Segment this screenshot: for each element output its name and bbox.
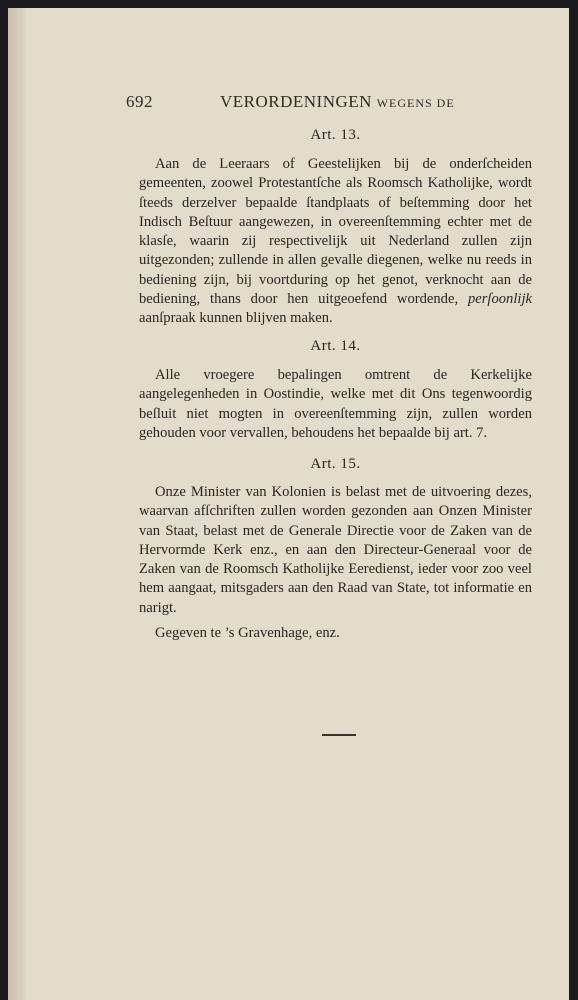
article-13-title: Art. 13. [310,127,361,143]
article-14-title: Art. 14. [310,338,361,354]
running-head-small: WEGENS DE [376,96,455,110]
page-gutter [8,8,26,1000]
article-15-title: Art. 15. [310,456,361,472]
article-13-text-after: aanſpraak kunnen blijven maken. [139,310,333,327]
running-head [220,92,455,112]
closing-line: Gegeven te ’s Gravenhage, enz. [155,625,340,641]
closing-rule [322,734,356,736]
article-14-text: Alle vroegere bepalingen omtrent de Kerkelijke aangelegenheden in Oostindie, welke met dit Ons tegenwoordig beſluit niet mogten in overeenſtemming zijn, zullen worden gehouden voor vervallen, behoudens het bepaalde bij art. 7. [139,367,532,441]
article-15-text: Onze Minister van Kolonien is belast met de uitvoering dezes, waarvan afſchriften zullen worden gezonden aan Onzen Minister van Staat, belast met de Generale Directie voor de Zaken van de Hervormde Kerk enz., en aan den Directeur-Generaal voor de Zaken van de Roomsch Katholijke Eeredienst, ieder voor zoo veel hem aangaat, mitsgaders aan den Raad van State, tot informatie en narigt. [139,484,532,616]
running-head-main: VERORDENINGEN [220,92,372,111]
article-13-italic: perſoonlijk [467,291,532,308]
article-13-text-before: Aan de Leeraars of Geestelijken bij de onderſcheiden gemeenten, zoowel Protestantſche als Roomsch Katholijke, wordt ſteeds derzelver bepaalde ſtandplaats of beſtemming door het Indisch Beſtuur aangewezen, in overeenſtemming echter met de klasſe, waarin zij respectivelijk uit Nederland zullen zijn uitgezonden; zullende in allen gevalle diegenen, welke nu reeds in bediening zijn, bij voortduring op het genot, verknocht aan de bediening, thans door hen uitgeoefend wordende, [139,156,532,308]
article-13-text [139,155,532,329]
page-number: 692 [126,92,153,111]
